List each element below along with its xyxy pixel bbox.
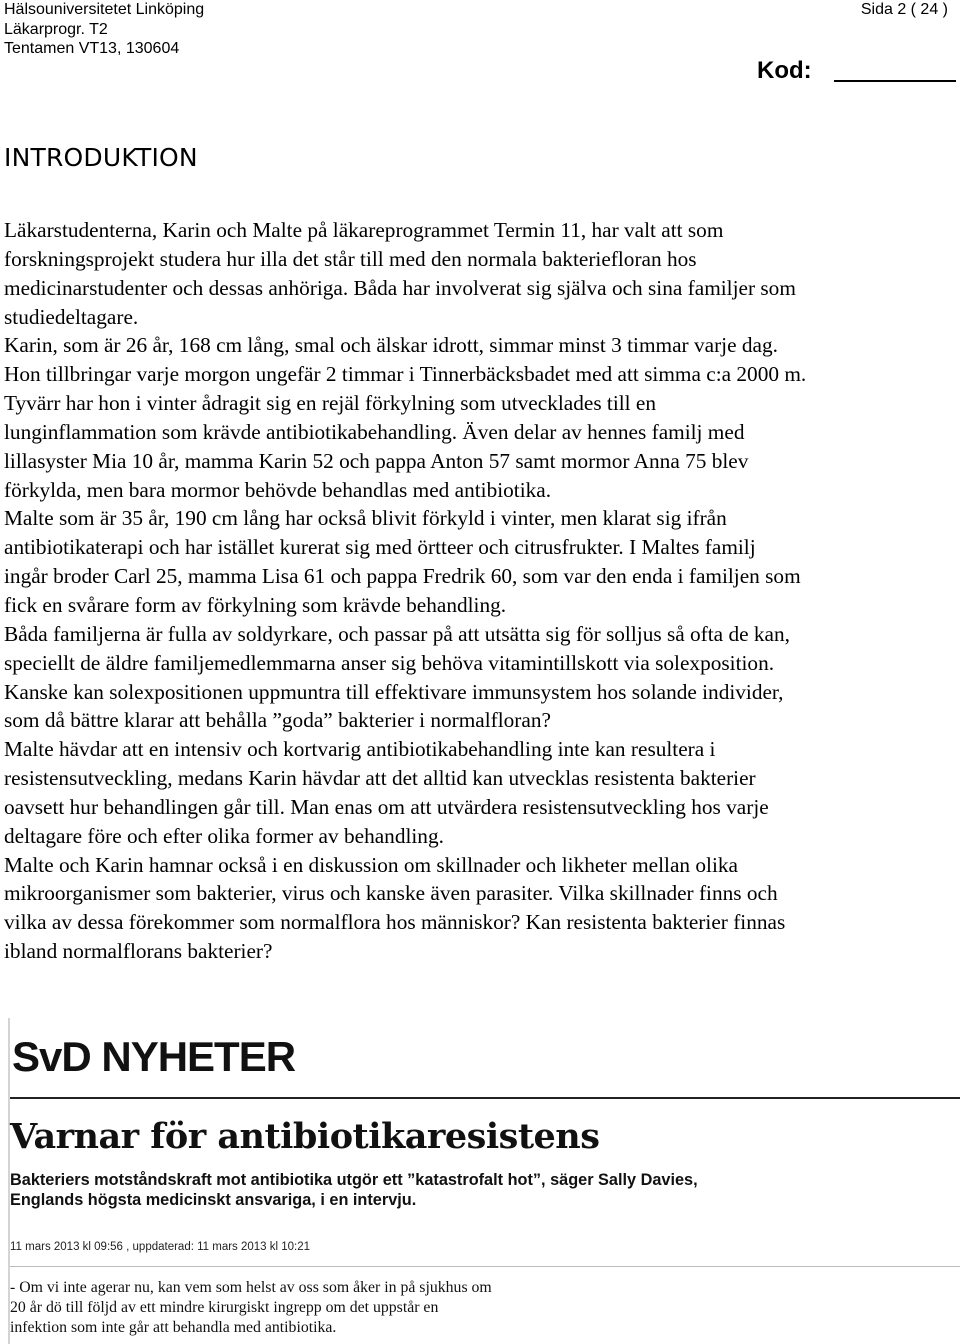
- intro-body: [4, 216, 956, 966]
- lead-line: Bakteriers motståndskraft mot antibiotika utgör ett ”katastrofalt hot”, säger Sally Davies,: [10, 1171, 698, 1189]
- body-line: antibiotikaterapi och har istället kurerat sig med örtteer och citrusfrukter. I Maltes familj: [4, 535, 756, 560]
- body-line: Båda familjerna är fulla av soldyrkare, och passar på att utsätta sig för solljus så ofta de kan,: [4, 621, 790, 646]
- document-header: [4, 0, 204, 59]
- body-line: ingår broder Carl 25, mamma Lisa 61 och pappa Fredrik 60, som var den enda i familjen som: [4, 564, 801, 589]
- page-number: Sida 2 ( 24 ): [860, 1, 948, 18]
- kod-answer-line: [834, 80, 956, 82]
- newspaper-masthead: SvD NYHETER: [12, 1033, 296, 1080]
- body-line: Karin, som är 26 år, 168 cm lång, smal och älskar idrott, simmar minst 3 timmar varje dag.: [4, 333, 778, 358]
- header-institution: Hälsouniversitetet Linköping: [4, 1, 205, 18]
- body-line: Malte som är 35 år, 190 cm lång har också blivit förkyld i vinter, men klarat sig ifrån: [4, 506, 727, 531]
- quote-line: - Om vi inte agerar nu, kan vem som helst av oss som åker in på sjukhus om: [10, 1279, 492, 1296]
- section-title: INTRODUKTION: [4, 143, 198, 172]
- article-lead: [10, 1170, 698, 1210]
- body-line: mikroorganismer som bakterier, virus och kanske även parasiter. Vilka skillnader finns och: [4, 881, 778, 906]
- masthead-divider: [10, 1097, 960, 1099]
- body-line: ibland normalflorans bakterier?: [4, 939, 273, 964]
- body-line: Malte och Karin hamnar också i en diskussion om skillnader och likheter mellan olika: [4, 852, 738, 877]
- body-line: forskningsprojekt studera hur illa det står till med den normala bakteriefloran hos: [4, 246, 697, 271]
- body-line: medicinarstudenter och dessas anhöriga. Båda har involverat sig själva och sina familjer som: [4, 275, 796, 300]
- quote-line: infektion som inte går att behandla med antibiotika.: [10, 1319, 337, 1336]
- header-exam: Tentamen VT13, 130604: [4, 40, 180, 57]
- newspaper-clipping: [8, 1018, 960, 1344]
- body-line: resistensutveckling, medans Karin hävdar att det alltid kan utvecklas resistenta bakterier: [4, 766, 756, 791]
- body-line: lunginflammation som krävde antibiotikabehandling. Även delar av hennes familj med: [4, 419, 745, 444]
- body-line: Tyvärr har hon i vinter ådragit sig en rejäl förkylning som utvecklades till en: [4, 391, 657, 416]
- body-line: Hon tillbringar varje morgon ungefär 2 timmar i Tinnerbäcksbadet med att simma c:a 2000 m.: [4, 362, 807, 387]
- article-title: Varnar för antibiotikaresistens: [10, 1116, 600, 1157]
- body-line: studiedeltagare.: [4, 304, 139, 329]
- body-line: lillasyster Mia 10 år, mamma Karin 52 och pappa Anton 57 samt mormor Anna 75 blev: [4, 448, 749, 473]
- header-program: Läkarprogr. T2: [4, 20, 108, 38]
- lead-line: Englands högsta medicinskt ansvariga, i en intervju.: [10, 1191, 417, 1209]
- body-line: Kanske kan solexpositionen uppmuntra till effektivare immunsystem hos solande individer,: [4, 679, 784, 704]
- article-divider: [10, 1266, 960, 1267]
- body-line: Malte hävdar att en intensiv och kortvarig antibiotikabehandling inte kan resultera i: [4, 737, 716, 762]
- article-quote: [10, 1278, 710, 1338]
- body-line: deltagare före och efter olika former av behandling.: [4, 823, 444, 848]
- body-line: fick en svårare form av förkylning som krävde behandling.: [4, 592, 507, 617]
- body-line: som då bättre klarar att behålla ”goda” bakterier i normalfloran?: [4, 708, 551, 733]
- body-line: Läkarstudenterna, Karin och Malte på läkareprogrammet Termin 11, har valt att som: [4, 218, 724, 242]
- kod-label: Kod:: [757, 57, 812, 84]
- body-line: oavsett hur behandlingen går till. Man enas om att utvärdera resistensutveckling hos varje: [4, 794, 769, 819]
- body-line: speciellt de äldre familjemedlemmarna anser sig behöva vitamintillskott via solexposition.: [4, 650, 775, 675]
- body-line: vilka av dessa förekommer som normalflora hos människor? Kan resistenta bakterier finnas: [4, 910, 786, 935]
- article-dateline: 11 mars 2013 kl 09:56 , uppdaterad: 11 mars 2013 kl 10:21: [10, 1241, 311, 1253]
- quote-line: 20 år dö till följd av ett mindre kirurgiskt ingrepp om det uppstår en: [10, 1299, 439, 1316]
- body-line: förkylda, men bara mormor behövde behandlas med antibiotika.: [4, 477, 552, 502]
